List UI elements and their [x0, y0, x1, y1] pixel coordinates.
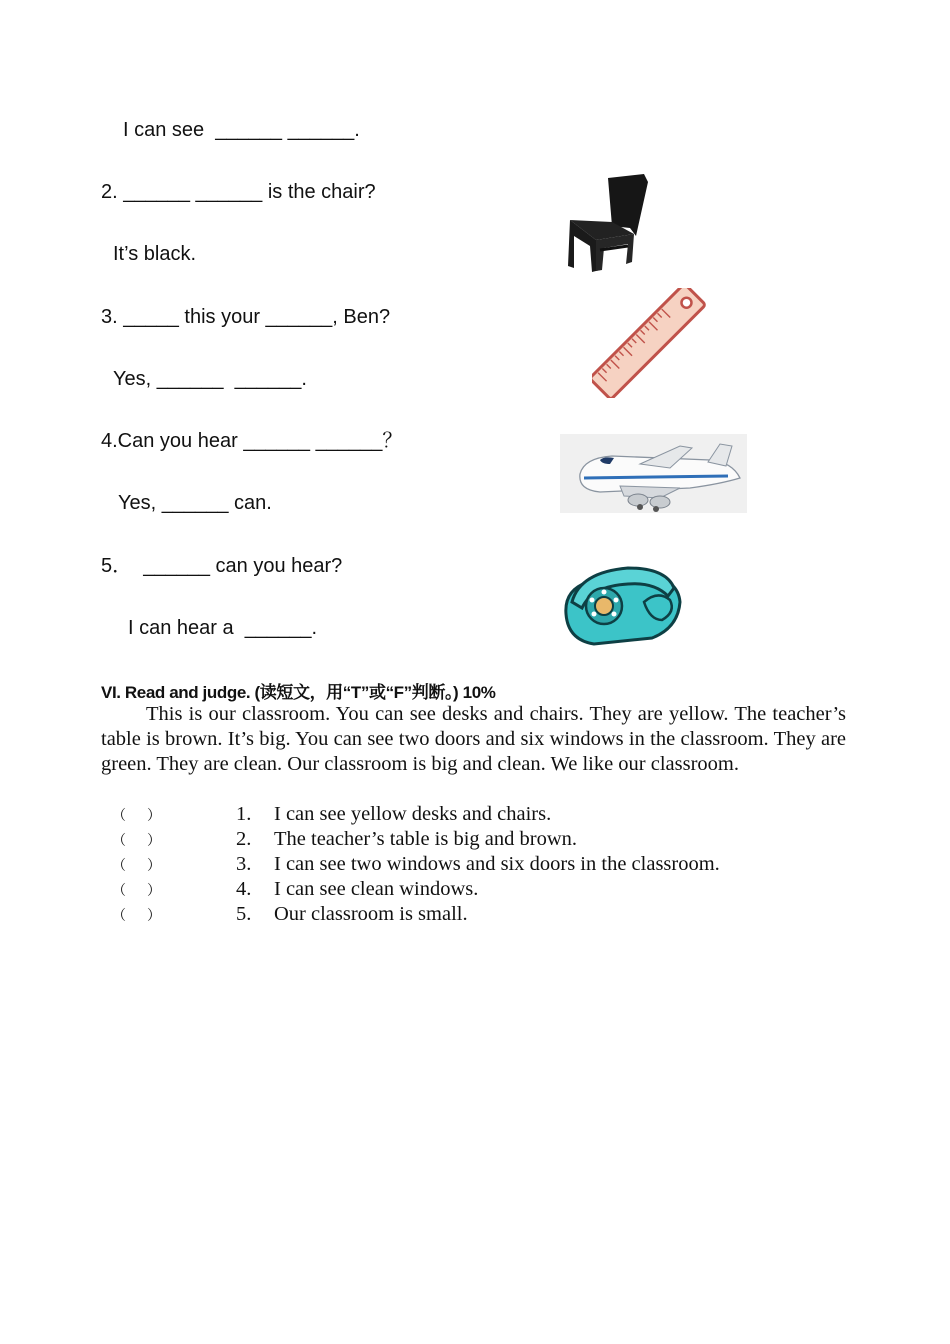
item-number: 3. — [236, 853, 252, 875]
reading-passage: This is our classroom. You can see desks and chairs. They are yellow. The teacher’s table is brown. It’s big. You can see two doors and six windows in the classroom. They are green. They are clean. Our classroom is big and clean. We like our classroom. — [101, 703, 846, 775]
judge-item-1 — [101, 802, 551, 829]
telephone-picture — [558, 562, 686, 646]
answer-bracket[interactable]: （ ） — [112, 809, 161, 824]
item-number: 5. — [236, 903, 252, 925]
judge-item-2 — [101, 827, 577, 854]
question-2-answer: It’s black. — [113, 243, 196, 265]
section-6-heading: VI. Read and judge. (读短文，用“T”或“F”判断。) 10% — [101, 683, 496, 702]
ruler-picture — [592, 288, 706, 398]
item-text: I can see clean windows. — [274, 878, 479, 900]
item-number: 1. — [236, 803, 252, 825]
judge-item-3 — [101, 852, 720, 879]
question-2: 2. ______ ______ is the chair? — [101, 181, 376, 203]
judge-item-4 — [101, 877, 478, 904]
airplane-picture — [560, 434, 747, 513]
item-number: 4. — [236, 878, 252, 900]
question-4: 4.Can you hear ______ ______？ — [101, 430, 403, 452]
answer-bracket[interactable]: （ ） — [112, 834, 161, 849]
answer-bracket[interactable]: （ ） — [112, 859, 161, 874]
answer-bracket[interactable]: （ ） — [112, 884, 161, 899]
question-3-answer: Yes, ______ ______. — [113, 368, 307, 390]
item-text: Our classroom is small. — [274, 903, 468, 925]
item-text: I can see yellow desks and chairs. — [274, 803, 552, 825]
item-text: The teacher’s table is big and brown. — [274, 828, 578, 850]
item-text: I can see two windows and six doors in the classroom. — [274, 853, 720, 875]
question-3: 3. _____ this your ______, Ben? — [101, 306, 391, 328]
chair-picture — [560, 170, 662, 274]
judge-item-5 — [101, 902, 468, 929]
item-number: 2. — [236, 828, 252, 850]
question-4-answer: Yes, ______ can. — [118, 492, 272, 514]
answer-bracket[interactable]: （ ） — [112, 909, 161, 924]
question-5-answer: I can hear a ______. — [128, 617, 318, 639]
question-5: 5． ______ can you hear? — [101, 555, 343, 577]
question-1-answer-line: I can see ______ ______. — [123, 119, 360, 141]
